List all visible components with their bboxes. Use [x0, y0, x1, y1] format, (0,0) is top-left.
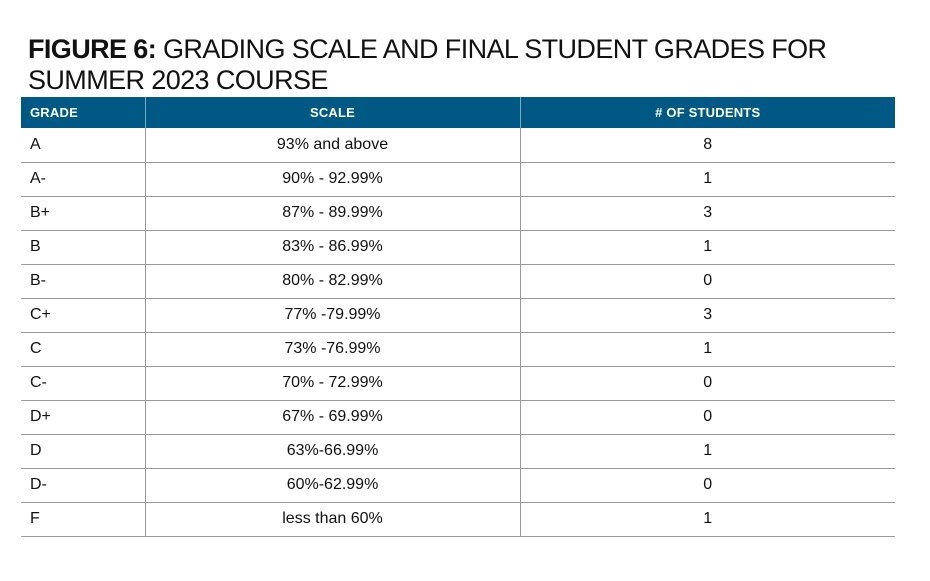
scale-cell: less than 60% — [145, 502, 520, 536]
students-cell: 1 — [520, 230, 895, 264]
column-header-grade: GRADE — [21, 97, 145, 128]
table-row — [21, 162, 895, 196]
table-row — [21, 400, 895, 434]
table-row — [21, 298, 895, 332]
students-cell: 1 — [520, 434, 895, 468]
scale-cell: 63%-66.99% — [145, 434, 520, 468]
scale-cell: 60%-62.99% — [145, 468, 520, 502]
grade-cell: B — [21, 230, 145, 264]
grade-cell: C+ — [21, 298, 145, 332]
grade-cell: D+ — [21, 400, 145, 434]
scale-cell: 87% - 89.99% — [145, 196, 520, 230]
scale-cell: 77% -79.99% — [145, 298, 520, 332]
students-cell: 1 — [520, 332, 895, 366]
table-row — [21, 230, 895, 264]
grade-cell: C — [21, 332, 145, 366]
students-cell: 0 — [520, 366, 895, 400]
students-cell: 0 — [520, 400, 895, 434]
grade-cell: F — [21, 502, 145, 536]
table-row — [21, 468, 895, 502]
grade-cell: D — [21, 434, 145, 468]
scale-cell: 67% - 69.99% — [145, 400, 520, 434]
scale-cell: 90% - 92.99% — [145, 162, 520, 196]
students-cell: 8 — [520, 128, 895, 162]
table-row — [21, 128, 895, 162]
grade-cell: D- — [21, 468, 145, 502]
table-body — [21, 128, 895, 536]
scale-cell: 83% - 86.99% — [145, 230, 520, 264]
grade-cell: B- — [21, 264, 145, 298]
grade-cell: A- — [21, 162, 145, 196]
column-header-students: # OF STUDENTS — [520, 97, 895, 128]
scale-cell: 80% - 82.99% — [145, 264, 520, 298]
table-row — [21, 434, 895, 468]
students-cell: 3 — [520, 298, 895, 332]
table-row — [21, 366, 895, 400]
table-row — [21, 196, 895, 230]
scale-cell: 93% and above — [145, 128, 520, 162]
column-header-scale: SCALE — [145, 97, 520, 128]
table-header-row — [21, 97, 895, 128]
students-cell: 1 — [520, 502, 895, 536]
table-row — [21, 502, 895, 536]
figure-title — [28, 34, 908, 96]
grade-cell: C- — [21, 366, 145, 400]
scale-cell: 73% -76.99% — [145, 332, 520, 366]
students-cell: 1 — [520, 162, 895, 196]
table-row — [21, 332, 895, 366]
table-row — [21, 264, 895, 298]
figure-title-text: GRADING SCALE AND FINAL STUDENT GRADES FOR SUMMER 2023 COURSE — [28, 34, 827, 95]
students-cell: 3 — [520, 196, 895, 230]
figure-label: FIGURE 6: — [28, 34, 157, 64]
grade-cell: A — [21, 128, 145, 162]
students-cell: 0 — [520, 264, 895, 298]
scale-cell: 70% - 72.99% — [145, 366, 520, 400]
students-cell: 0 — [520, 468, 895, 502]
grading-table — [21, 97, 895, 537]
grade-cell: B+ — [21, 196, 145, 230]
